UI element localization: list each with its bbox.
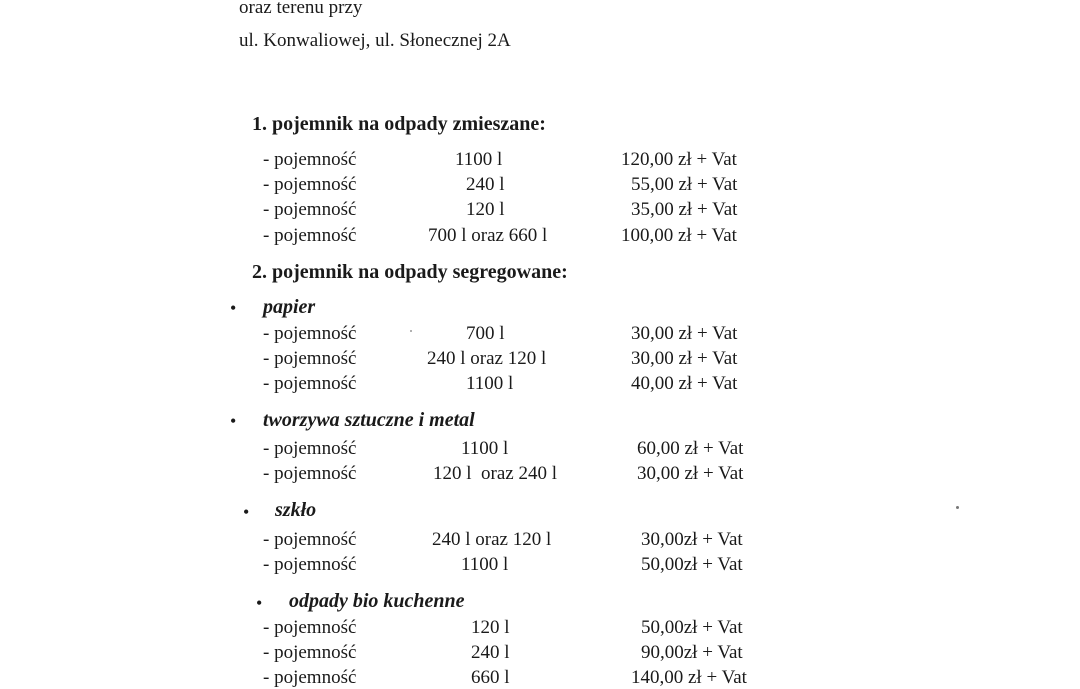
row-label: - pojemność — [263, 438, 357, 459]
row-price: 60,00 zł + Vat — [637, 438, 744, 459]
row-capacity: 120 l — [466, 199, 505, 220]
group-name-plastics-metal: tworzywa sztuczne i metal — [263, 409, 475, 431]
row-label: - pojemność — [263, 554, 357, 575]
row-label: - pojemność — [263, 225, 357, 246]
row-capacity: 700 l — [466, 323, 505, 344]
address-line-1: oraz terenu przy — [239, 0, 363, 18]
group-name-glass: szkło — [275, 499, 317, 521]
row-capacity: 120 l oraz 240 l — [433, 463, 558, 484]
row-label: - pojemność — [263, 617, 357, 638]
row-capacity: 1100 l — [461, 554, 509, 575]
row-price: 30,00 zł + Vat — [631, 348, 738, 369]
bullet-icon: • — [230, 298, 237, 318]
row-label: - pojemność — [263, 529, 357, 550]
scan-speck — [410, 330, 412, 332]
bullet-icon: • — [243, 502, 250, 522]
row-capacity: 240 l — [471, 642, 510, 663]
row-label: - pojemność — [263, 174, 357, 195]
row-capacity: 240 l oraz 120 l — [432, 529, 552, 550]
row-price: 40,00 zł + Vat — [631, 373, 738, 394]
section-2-heading: 2. pojemnik na odpady segregowane: — [252, 261, 568, 283]
row-capacity: 120 l — [471, 617, 510, 638]
row-capacity: 1100 l — [461, 438, 509, 459]
group-name-papier: papier — [263, 296, 316, 318]
scan-speck — [956, 506, 959, 509]
row-capacity: 240 l oraz 120 l — [427, 348, 547, 369]
row-price: 140,00 zł + Vat — [631, 667, 747, 688]
address-line-2: ul. Konwaliowej, ul. Słonecznej 2A — [239, 30, 511, 51]
row-price: 30,00zł + Vat — [641, 529, 743, 550]
row-price: 55,00 zł + Vat — [631, 174, 738, 195]
row-label: - pojemność — [263, 348, 357, 369]
section-1-heading: 1. pojemnik na odpady zmieszane: — [252, 113, 546, 135]
row-price: 30,00 zł + Vat — [637, 463, 744, 484]
row-label: - pojemność — [263, 323, 357, 344]
row-capacity: 660 l — [471, 667, 510, 688]
row-label: - pojemność — [263, 642, 357, 663]
row-price: 90,00zł + Vat — [641, 642, 743, 663]
row-capacity: 240 l — [466, 174, 505, 195]
bullet-icon: • — [230, 411, 237, 431]
row-price: 100,00 zł + Vat — [621, 225, 737, 246]
row-label: - pojemność — [263, 463, 357, 484]
row-label: - pojemność — [263, 149, 357, 170]
row-price: 50,00zł + Vat — [641, 554, 743, 575]
group-name-bio-kitchen: odpady bio kuchenne — [289, 590, 465, 612]
row-capacity: 1100 l — [466, 373, 514, 394]
row-price: 35,00 zł + Vat — [631, 199, 738, 220]
row-price: 120,00 zł + Vat — [621, 149, 737, 170]
row-capacity: 700 l oraz 660 l — [428, 225, 548, 246]
row-price: 30,00 zł + Vat — [631, 323, 738, 344]
row-label: - pojemność — [263, 667, 357, 688]
bullet-icon: • — [256, 593, 263, 613]
row-price: 50,00zł + Vat — [641, 617, 743, 638]
row-label: - pojemność — [263, 373, 357, 394]
row-capacity: 1100 l — [455, 149, 503, 170]
row-label: - pojemność — [263, 199, 357, 220]
